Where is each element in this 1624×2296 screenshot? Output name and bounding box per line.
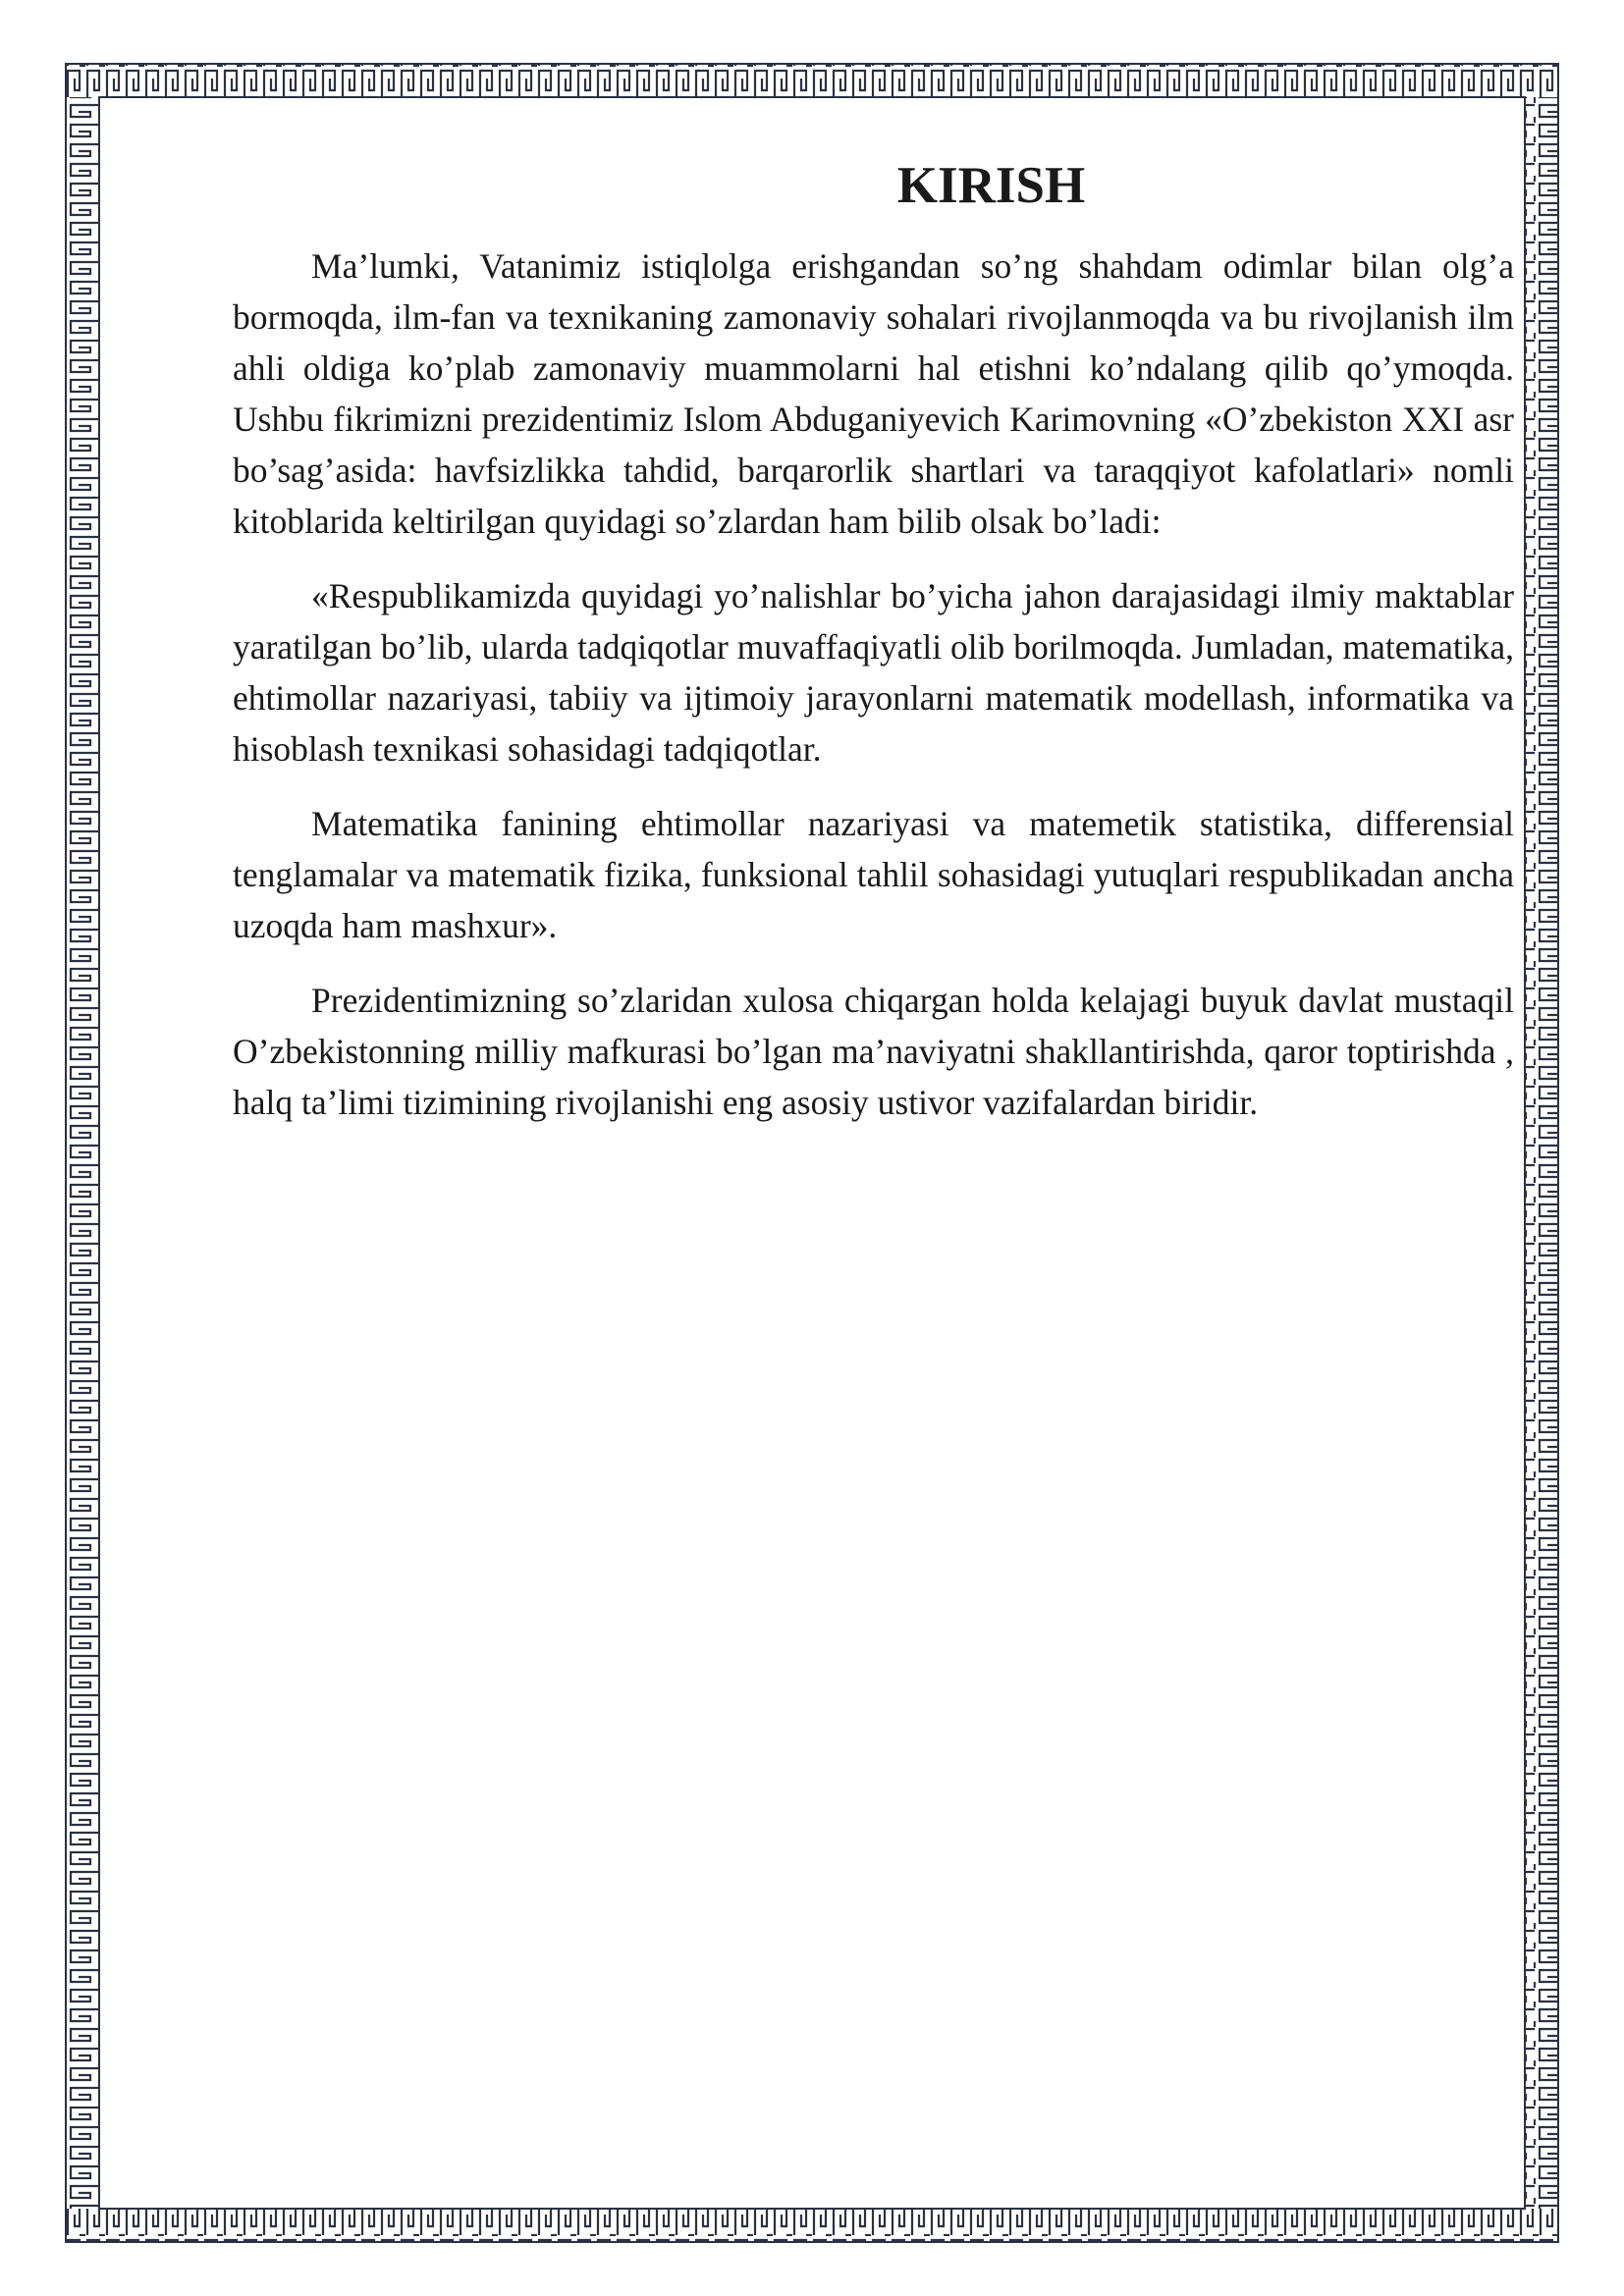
paragraph-conclusion: Prezidentimizning so’zlaridan xulosa chiqargan holda kelajagi buyuk davlat mustaqil O’zbekistonning milliy mafkurasi bo’lgan ma’naviyatni shakllantirishda, qaror toptirishda , halq ta’limi tizimining rivojlanishi eng asosiy ustivor vazifalardan biridir. (233, 981, 1514, 1122)
paragraph-intro: Ma’lumki, Vatanimiz istiqlolga erishgandan so’ng shahdam odimlar bilan olg’a bormoqda, ilm-fan va texnikaning zamonaviy sohalari rivojlanmoqda va bu rivojlanish ilm ahli oldiga ko’plab zamonaviy muammolarni hal etishni ko’ndalang qilib qo’ymoqda. Ushbu fikrimizni prezidentimiz Islom Abduganiyevich Karimovning «O’zbekiston XXI asr bo’sag’asida: havfsizlikka tahdid, barqarorlik shartlari va taraqqiyot kafolatlari» nomli kitoblarida keltirilgan quyidagi so’zlardan ham bilib olsak bo’ladi: (233, 246, 1514, 541)
page-title: KIRISH (896, 157, 1086, 214)
paragraph-quote-1: «Respublikamizda quyidagi yo’nalishlar bo’yicha jahon darajasidagi ilmiy maktablar yaratilgan bo’lib, ularda tadqiqotlar muvaffaqiyatli olib borilmoqda. Jumladan, matematika, ehtimollar nazariyasi, tabiiy va ijtimoiy jarayonlarni matematik modellash, informatika va hisoblash texnikasi sohasidagi tadqiqotlar. (233, 576, 1514, 769)
paragraph-quote-2: Matematika fanining ehtimollar nazariyasi va matemetik statistika, differensial tenglamalar va matematik fizika, funksional tahlil sohasidagi yutuqlari respublikadan ancha uzoqda ham mashxur». (233, 804, 1514, 945)
document-body (233, 152, 1514, 1151)
